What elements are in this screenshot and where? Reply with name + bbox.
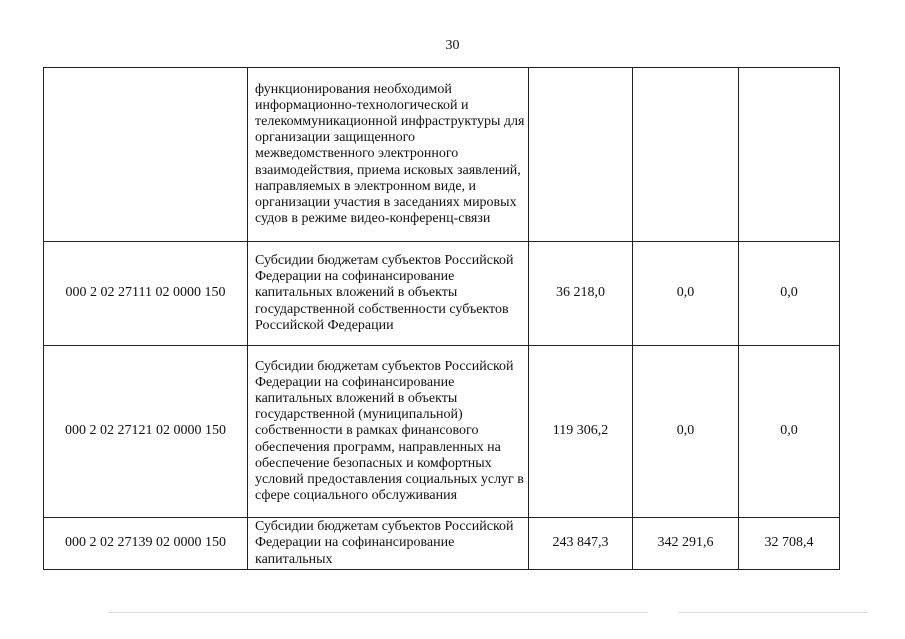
- budget-code-cell: 000 2 02 27111 02 0000 150: [44, 242, 248, 346]
- budget-code-cell: 000 2 02 27139 02 0000 150: [44, 518, 248, 570]
- value-cell-2: 342 291,6: [633, 518, 739, 570]
- scan-artifact-line: [678, 612, 868, 613]
- table-row: [44, 68, 840, 242]
- table-row: [44, 518, 840, 570]
- budget-code-cell: 000 2 02 27121 02 0000 150: [44, 346, 248, 518]
- description-cell: Субсидии бюджетам субъектов Российской Федерации на софинансирование капитальных: [248, 518, 529, 570]
- value-cell-3: 0,0: [739, 346, 840, 518]
- value-cell-1: 243 847,3: [529, 518, 633, 570]
- description-cell: Субсидии бюджетам субъектов Российской Федерации на софинансирование капитальных вложений в объекты государственной собственности субъектов Российской Федерации: [248, 242, 529, 346]
- budget-code-cell: [44, 68, 248, 242]
- value-cell-1: 36 218,0: [529, 242, 633, 346]
- budget-table: [43, 67, 840, 570]
- description-cell: Субсидии бюджетам субъектов Российской Федерации на софинансирование капитальных вложений в объекты государственной (муниципальной) собственности в рамках финансового обеспечения программ, направленных на обеспечение безопасных и комфортных условий предоставления социальных услуг в сфере социального обслуживания: [248, 346, 529, 518]
- value-cell-3: 0,0: [739, 242, 840, 346]
- description-cell: функционирования необходимой информационно-технологической и телекоммуникационной инфраструктуры для организации защищенного межведомственного электронного взаимодействия, приема исковых заявлений, направляемых в электронном виде, и организации участия в заседаниях мировых судов в режиме видео-конференц-связи: [248, 68, 529, 242]
- value-cell-1: 119 306,2: [529, 346, 633, 518]
- value-cell-3: 32 708,4: [739, 518, 840, 570]
- value-cell-2: 0,0: [633, 242, 739, 346]
- value-cell-3: [739, 68, 840, 242]
- page-number: 30: [445, 38, 460, 53]
- table-row: [44, 242, 840, 346]
- value-cell-2: 0,0: [633, 346, 739, 518]
- table-row: [44, 346, 840, 518]
- scan-artifact-line: [108, 612, 648, 613]
- value-cell-1: [529, 68, 633, 242]
- value-cell-2: [633, 68, 739, 242]
